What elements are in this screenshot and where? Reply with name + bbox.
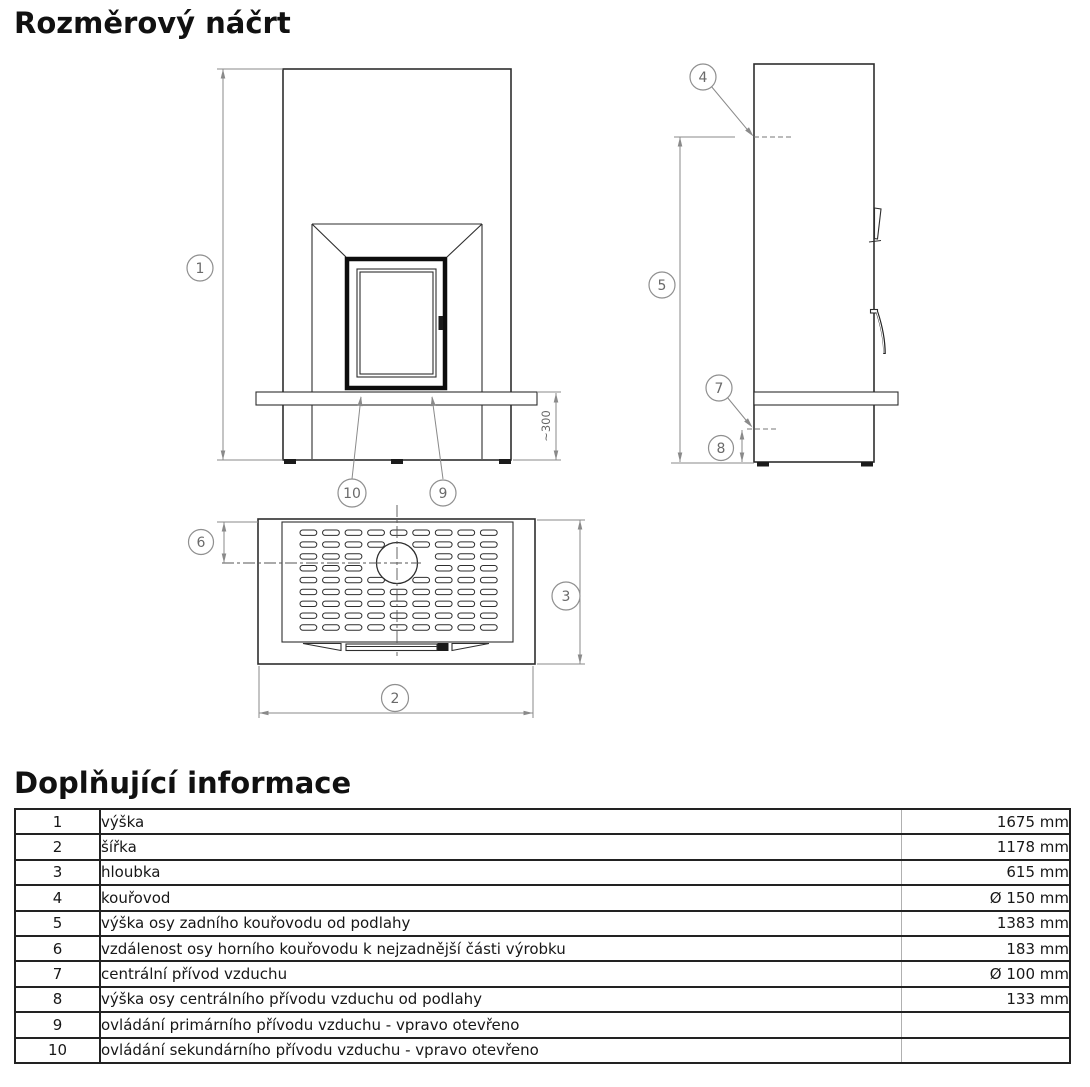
dimension-air-height-8 (740, 430, 745, 462)
table-row: 3 hloubka 615 mm (15, 860, 1070, 885)
svg-text:9: 9 (438, 486, 448, 502)
svg-text:2: 2 (390, 691, 400, 707)
info-table (14, 808, 1071, 1064)
info-title: Doplňující informace (14, 766, 352, 800)
foot (284, 459, 296, 464)
svg-text:7: 7 (714, 381, 724, 397)
callout-2 (382, 685, 409, 712)
table-row: 9 ovládání primárního přívodu vzduchu - vpravo otevřeno (15, 1012, 1070, 1037)
table-row: 2 šířka 1178 mm (15, 834, 1070, 859)
bench-shelf (256, 392, 537, 405)
callout-5 (649, 272, 675, 298)
table-row: 6 vzdálenost osy horního kouřovodu k nejzadnější části výrobku 183 mm (15, 936, 1070, 961)
table-row: 8 výška osy centrálního přívodu vzduchu od podlahy 133 mm (15, 987, 1070, 1012)
dimension-flue-offset-6 (217, 522, 258, 563)
table-row: 7 centrální přívod vzduchu Ø 100 mm (15, 961, 1070, 986)
page-title: Rozměrový náčrt (14, 6, 291, 40)
callout-9 (430, 480, 456, 506)
callout-10 (338, 479, 366, 507)
callout-6 (189, 530, 214, 555)
leader-4 (711, 86, 755, 138)
callout-1 (187, 255, 213, 281)
foot (499, 459, 511, 464)
callout-8 (709, 436, 734, 461)
svg-text:3: 3 (561, 589, 571, 605)
table-row: 1 výška 1675 mm (15, 809, 1070, 834)
door-handle-top (438, 643, 449, 651)
door-handle (439, 316, 444, 330)
callout-7 (706, 375, 732, 401)
table-row: 10 ovládání sekundárního přívodu vzduchu - vpravo otevřeno (15, 1038, 1070, 1063)
svg-text:5: 5 (657, 278, 667, 294)
foot (861, 462, 873, 467)
table-row: 4 kouřovod Ø 150 mm (15, 885, 1070, 910)
front-view (256, 69, 537, 464)
callout-4 (690, 64, 716, 90)
svg-text:1: 1 (195, 261, 205, 277)
foot (757, 462, 769, 467)
foot (391, 459, 403, 464)
table-row: 5 výška osy zadního kouřovodu od podlahy 1383 mm (15, 911, 1070, 936)
side-view (747, 64, 898, 467)
svg-text:10: 10 (343, 486, 361, 502)
callout-3 (552, 582, 580, 610)
bench-shelf-side (754, 392, 898, 405)
top-view (222, 505, 535, 664)
dim-label-300: ~300 (539, 410, 553, 442)
stove-door (347, 259, 445, 388)
svg-text:6: 6 (196, 535, 206, 551)
svg-text:8: 8 (716, 441, 726, 457)
leader-7 (727, 397, 754, 429)
upper-air-lever (875, 208, 882, 239)
svg-text:4: 4 (698, 70, 708, 86)
